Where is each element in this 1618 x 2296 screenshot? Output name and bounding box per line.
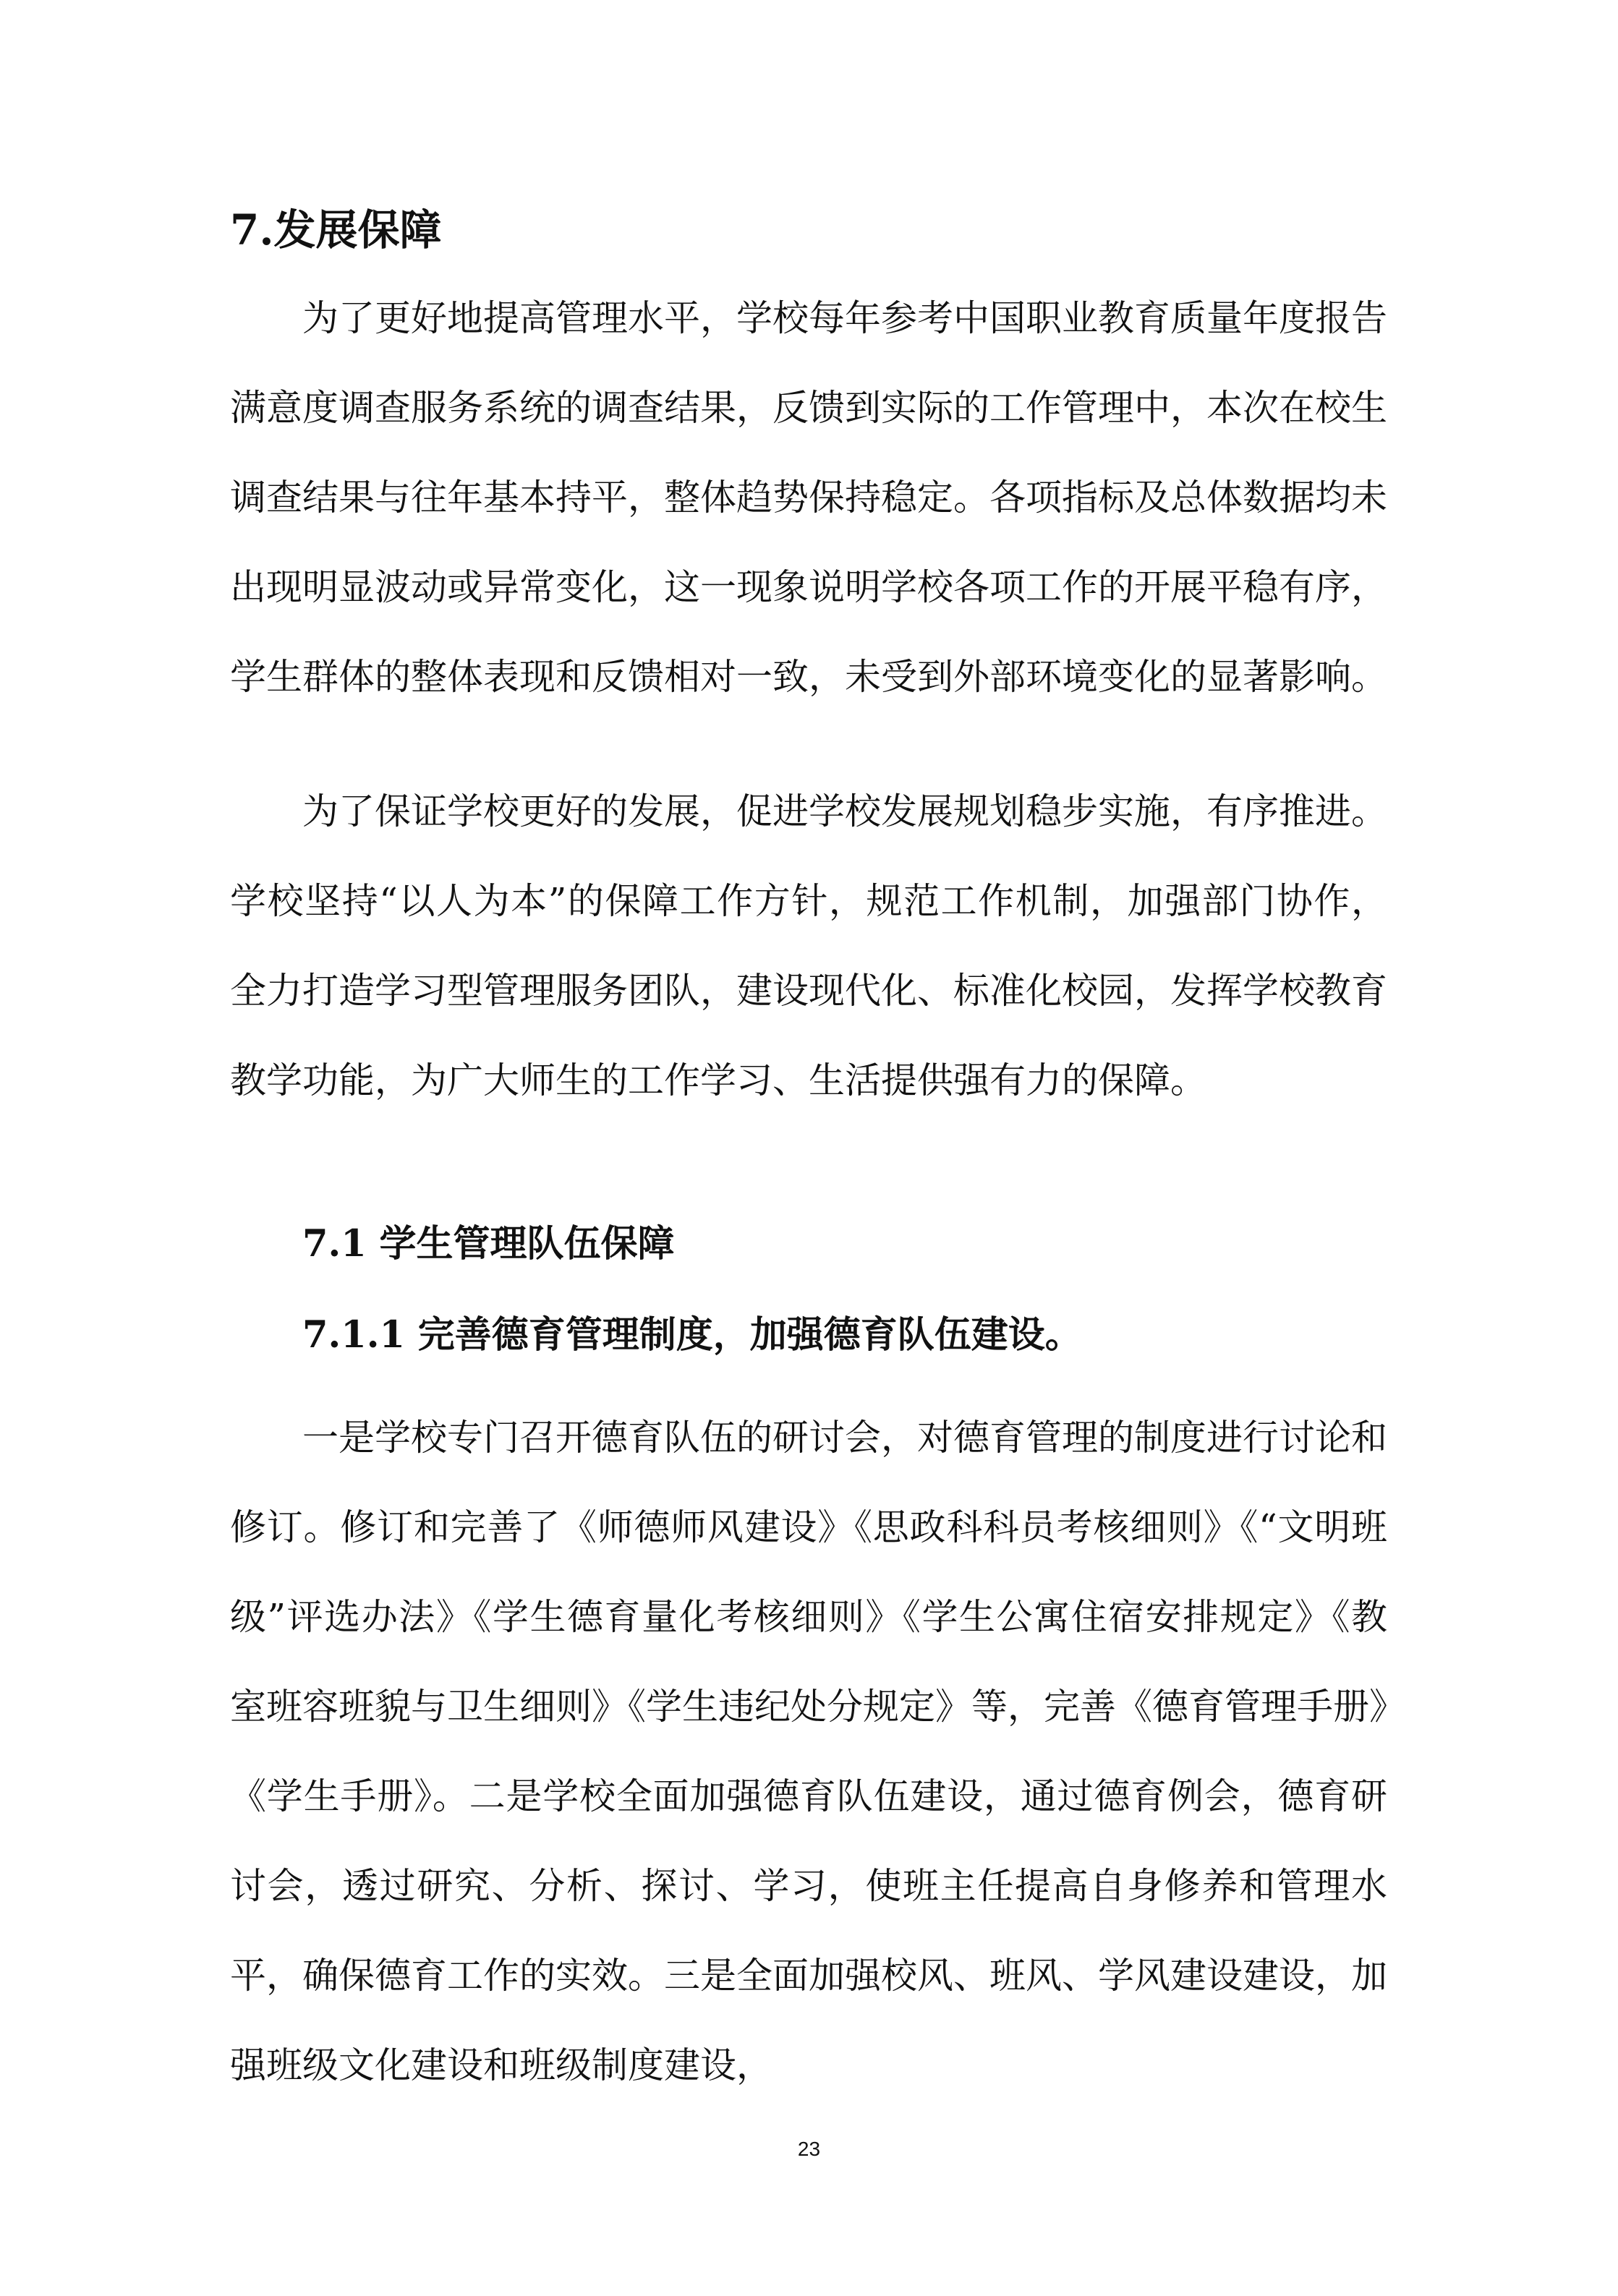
section-heading: 7.发展保障: [230, 205, 442, 255]
body-paragraph-1: 为了更好地提高管理水平，学校每年参考中国职业教育质量年度报告满意度调查服务系统的调查结果，反馈到实际的工作管理中，本次在校生调查结果与往年基本持平，整体趋势保持稳定。各项指标及总体数据均未出现明显波动或异常变化，这一现象说明学校各项工作的开展平稳有序，学生群体的整体表现和反馈相对一致，未受到外部环境变化的显著影响。: [230, 297, 1387, 698]
sub-subsection-heading: 7.1.1 完善德育管理制度，加强德育队伍建设。: [302, 1313, 1082, 1357]
subsection-heading: 7.1 学生管理队伍保障: [302, 1222, 675, 1266]
body-paragraph-2: 为了保证学校更好的发展，促进学校发展规划稳步实施，有序推进。学校坚持“以人为本”的保障工作方针，规范工作机制，加强部门协作，全力打造学习型管理服务团队，建设现代化、标准化校园，发挥学校教育教学功能，为广大师生的工作学习、生活提供强有力的保障。: [230, 790, 1387, 1101]
page-number: 23: [797, 2138, 821, 2160]
body-paragraph-3: 一是学校专门召开德育队伍的研讨会，对德育管理的制度进行讨论和修订。修订和完善了《师德师风建设》《思政科科员考核细则》《“文明班级”评选办法》《学生德育量化考核细则》《学生公寓住宿安排规定》《教室班容班貌与卫生细则》《学生违纪处分规定》等，完善《德育管理手册》《学生手册》。二是学校全面加强德育队伍建设，通过德育例会，德育研讨会，透过研究、分析、探讨、学习，使班主任提高自身修养和管理水平，确保德育工作的实效。三是全面加强校风、班风、学风建设建设，加强班级文化建设和班级制度建设，: [230, 1417, 1387, 2086]
